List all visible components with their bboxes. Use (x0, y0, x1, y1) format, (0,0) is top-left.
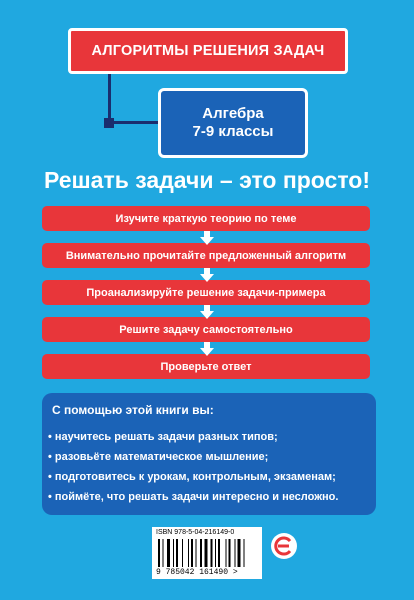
down-arrow-icon (200, 231, 214, 245)
title-banner: АЛГОРИТМЫ РЕШЕНИЯ ЗАДАЧ (68, 28, 348, 74)
subject-title: Алгебра (202, 105, 264, 122)
isbn-text: ISBN 978-5-04-216149-0 (156, 529, 235, 536)
step-3: Проанализируйте решение задачи-примера (42, 280, 370, 305)
benefit-item: • поймёте, что решать задачи интересно и несложно. (48, 491, 339, 503)
benefits-title: С помощью этой книги вы: (52, 403, 214, 417)
step-2: Внимательно прочитайте предложенный алгоритм (42, 243, 370, 268)
barcode (152, 527, 262, 579)
benefit-item: • научитесь решать задачи разных типов; (48, 431, 278, 443)
down-arrow-icon (200, 305, 214, 319)
benefit-item: • подготовитесь к урокам, контрольным, экзаменам; (48, 471, 336, 483)
step-4: Решите задачу самостоятельно (42, 317, 370, 342)
step-5: Проверьте ответ (42, 354, 370, 379)
publisher-logo-icon (270, 532, 298, 560)
step-1: Изучите краткую теорию по теме (42, 206, 370, 231)
barcode-bars (158, 539, 256, 567)
slogan: Решать задачи – это просто! (43, 167, 371, 193)
benefits-box (42, 393, 376, 515)
benefit-item: • разовьёте математическое мышление; (48, 451, 269, 463)
connector-line (108, 74, 111, 124)
down-arrow-icon (200, 342, 214, 356)
down-arrow-icon (200, 268, 214, 282)
barcode-number: 9 785042 161490 > (156, 568, 238, 577)
subject-box (158, 88, 308, 158)
connector-line (108, 121, 160, 124)
connector-dot (104, 118, 114, 128)
subject-grades: 7-9 классы (192, 123, 274, 140)
